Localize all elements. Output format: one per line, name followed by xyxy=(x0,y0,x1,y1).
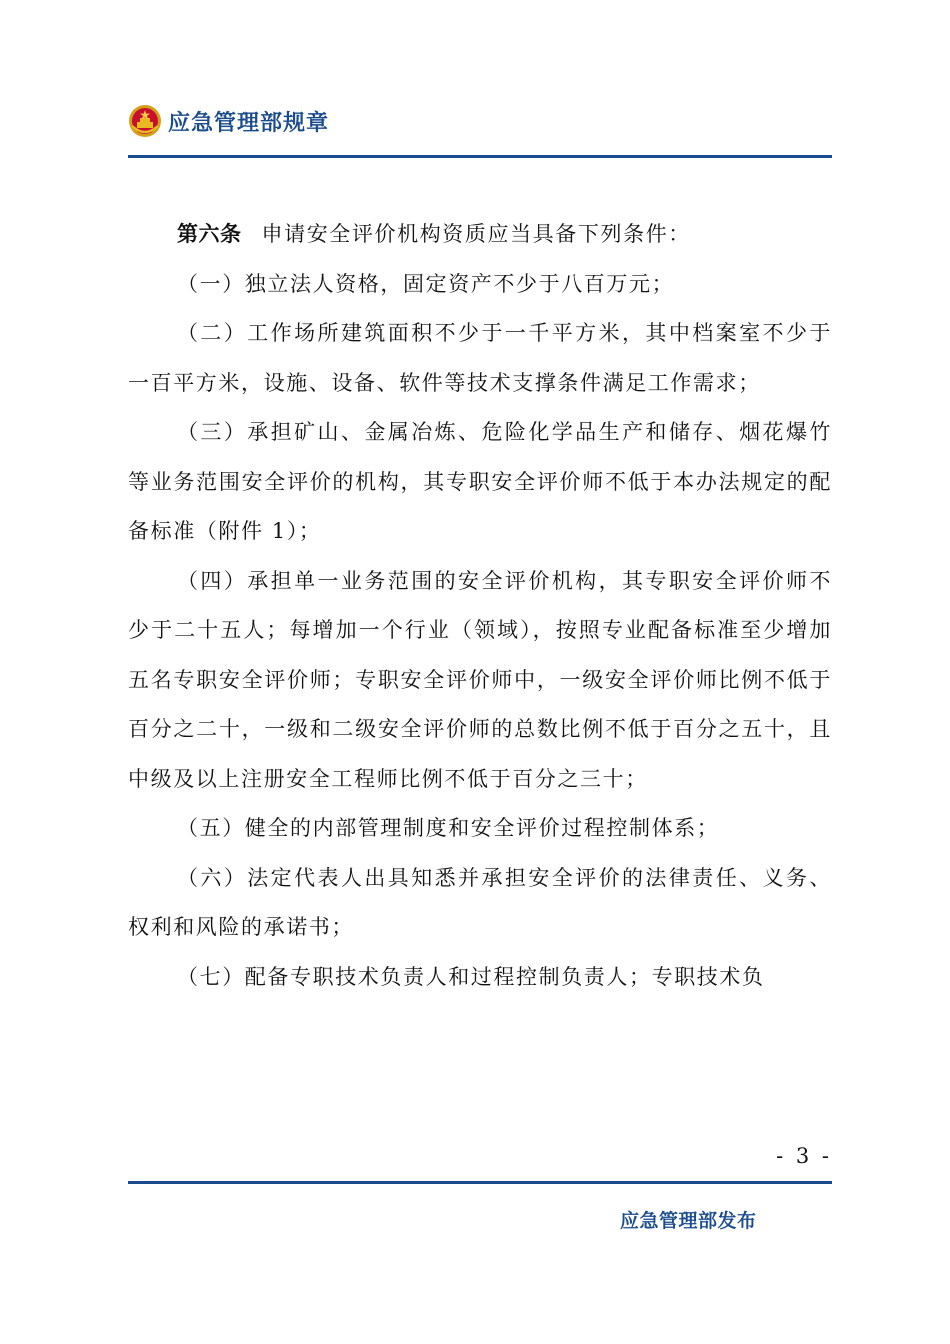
article-label: 第六条 xyxy=(177,222,242,246)
condition-item-3: （三）承担矿山、金属冶炼、危险化学品生产和储存、烟花爆竹等业务范围安全评价的机构，其专职安全评价师不低于本办法规定的配备标准（附件 1）； xyxy=(128,420,832,543)
article-body xyxy=(128,210,832,1002)
document-header xyxy=(128,98,832,158)
condition-item-4: （四）承担单一业务范围的安全评价机构，其专职安全评价师不少于二十五人；每增加一个行业（领域），按照专业配备标准至少增加五名专职安全评价师；专职安全评价师中，一级安全评价师比例不低于百分之二十，一级和二级安全评价师的总数比例不低于百分之五十，且中级及以上注册安全工程师比例不低于百分之三十； xyxy=(128,568,832,791)
condition-item-2: （二）工作场所建筑面积不少于一千平方米，其中档案室不少于一百平方米，设施、设备、软件等技术支撑条件满足工作需求； xyxy=(128,321,832,395)
article-intro: 申请安全评价机构资质应当具备下列条件： xyxy=(261,222,691,246)
national-emblem-icon xyxy=(128,104,162,138)
condition-item-5: （五）健全的内部管理制度和安全评价过程控制体系； xyxy=(177,816,720,840)
footer-publisher: 应急管理部发布 xyxy=(620,1210,757,1232)
footer-divider xyxy=(128,1181,832,1184)
header-title: 应急管理部规章 xyxy=(168,111,330,136)
condition-item-7: （七）配备专职技术负责人和过程控制负责人；专职技术负 xyxy=(177,964,765,989)
condition-item-1: （一）独立法人资格，固定资产不少于八百万元； xyxy=(177,271,675,296)
condition-item-6: （六）法定代表人出具知悉并承担安全评价的法律责任、义务、权利和风险的承诺书； xyxy=(128,865,832,939)
article-intro-paragraph xyxy=(128,210,832,260)
header-divider xyxy=(128,155,832,158)
page-number: - 3 - xyxy=(776,1144,832,1168)
